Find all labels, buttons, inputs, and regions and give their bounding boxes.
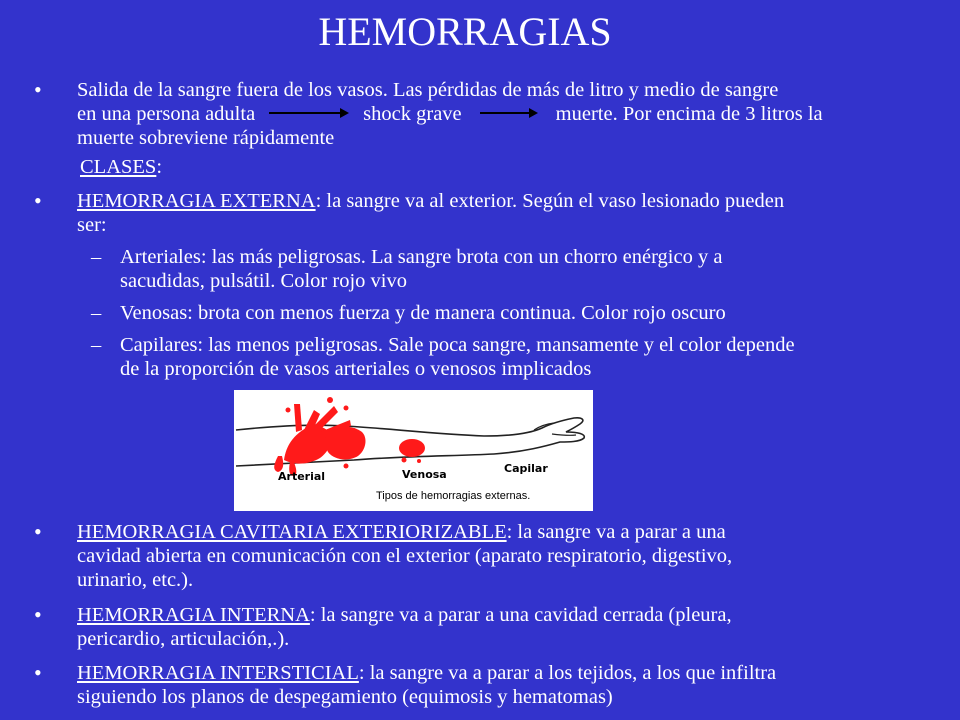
intro-line-2 — [77, 102, 823, 127]
arrow-icon — [269, 112, 347, 114]
hemorrhage-types-figure — [234, 390, 593, 511]
intro-line-3: muerte sobreviene rápidamente — [77, 127, 335, 149]
figure-caption: Tipos de hemorragias externas. — [376, 490, 531, 502]
interna-line-1 — [77, 603, 732, 628]
venous-blood-icon — [325, 426, 365, 468]
intro-line-1: Salida de la sangre fuera de los vasos. Las pérdidas de más de litro y medio de sangre — [77, 79, 779, 101]
intersticial-line-2: siguiendo los planos de despegamiento (equimosis y hematomas) — [77, 686, 613, 708]
externa-text: : la sangre va al exterior. Según el vaso lesionado pueden — [315, 190, 785, 212]
intro-text-adulta: en una persona adulta — [77, 103, 256, 125]
slide-title: HEMORRAGIAS — [318, 9, 612, 54]
cavitaria-text: : la sangre va a parar a una — [506, 521, 726, 543]
intro-text-shock: shock grave — [363, 103, 462, 125]
label-capilar: Capilar — [504, 462, 548, 475]
bullet-cavitaria: • — [34, 519, 42, 544]
arm-illustration — [234, 390, 593, 511]
intro-text-muerte: muerte. Por encima de 3 litros la — [555, 103, 823, 125]
cavitaria-line-3: urinario, etc.). — [77, 569, 194, 591]
cavitaria-term: HEMORRAGIA CAVITARIA EXTERIORIZABLE — [77, 521, 507, 543]
cavitaria-line-2: cavidad abierta en comunicación con el exterior (aparato respiratorio, digestivo, — [77, 545, 733, 567]
dash-arteriales: – — [91, 246, 102, 268]
externa-line-2: ser: — [77, 214, 107, 236]
interna-text: : la sangre va a parar a una cavidad cerrada (pleura, — [309, 604, 732, 626]
cavitaria-line-1 — [77, 520, 726, 545]
arteriales-line-1: Arteriales: las más peligrosas. La sangre brota con un chorro enérgico y a — [120, 246, 723, 268]
dash-capilares: – — [91, 334, 102, 356]
label-venosa: Venosa — [402, 468, 447, 481]
externa-term: HEMORRAGIA EXTERNA — [77, 190, 316, 212]
bullet-intersticial: • — [34, 660, 42, 685]
bullet-externa: • — [34, 188, 42, 213]
clases-colon: : — [156, 156, 163, 178]
capilares-line-1: Capilares: las menos peligrosas. Sale poca sangre, mansamente y el color depende — [120, 334, 795, 356]
label-arterial: Arterial — [278, 470, 326, 483]
intersticial-text: : la sangre va a parar a los tejidos, a los que infiltra — [358, 662, 777, 684]
interna-term: HEMORRAGIA INTERNA — [77, 604, 310, 626]
capilares-line-2: de la proporción de vasos arteriales o venosos implicados — [120, 358, 592, 380]
clases-label: CLASES — [80, 156, 157, 178]
venosas-line: Venosas: brota con menos fuerza y de manera continua. Color rojo oscuro — [120, 302, 726, 324]
dash-venosas: – — [91, 302, 102, 324]
clases-heading — [80, 155, 162, 180]
arrow-icon — [480, 112, 536, 114]
externa-line-1 — [77, 189, 784, 214]
interna-line-2: pericardio, articulación,.). — [77, 628, 290, 650]
intersticial-line-1 — [77, 661, 776, 686]
bullet-interna: • — [34, 602, 42, 627]
bullet-intro: • — [34, 77, 42, 102]
capillary-blood-icon — [399, 439, 425, 463]
intersticial-term: HEMORRAGIA INTERSTICIAL — [77, 662, 359, 684]
arteriales-line-2: sacudidas, pulsátil. Color rojo vivo — [120, 270, 407, 292]
